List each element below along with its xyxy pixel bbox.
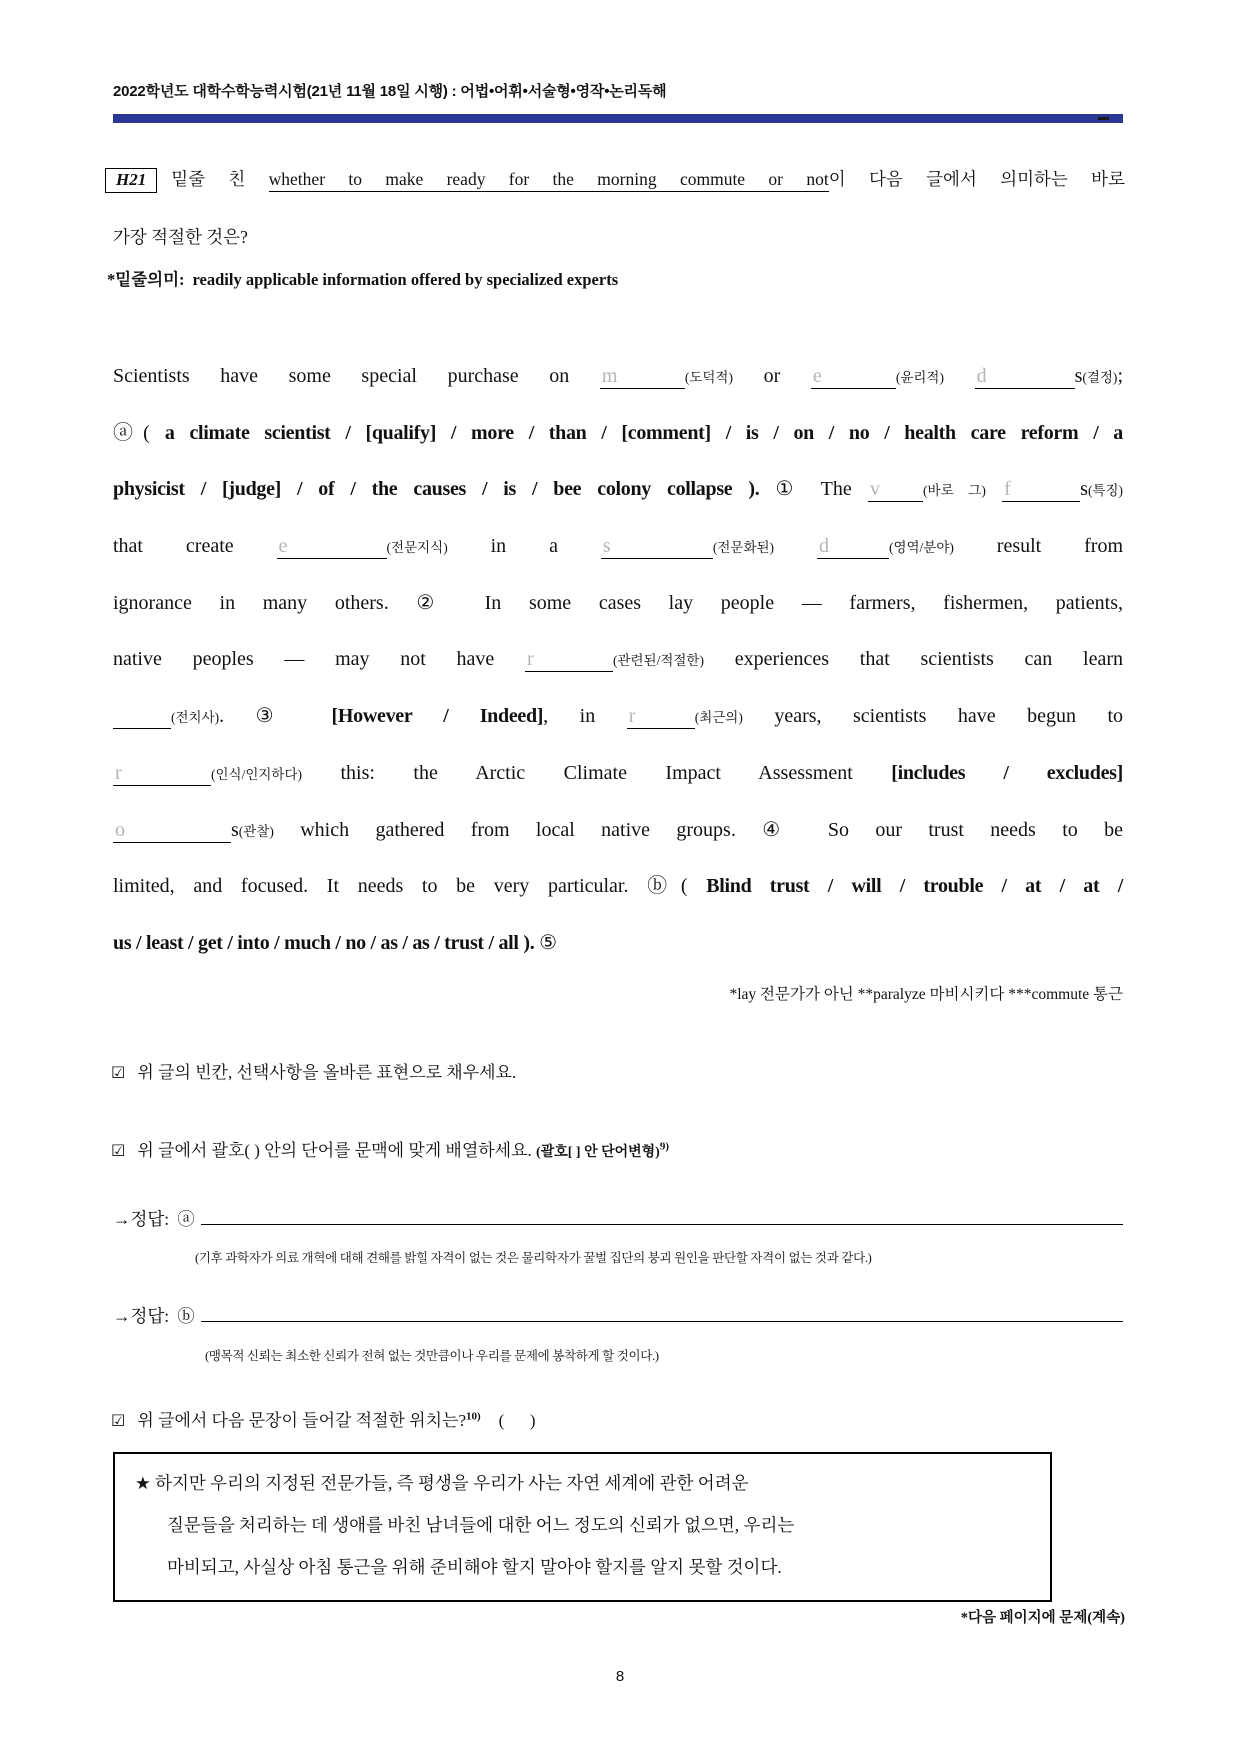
- text-segment: [However / Indeed]: [331, 705, 544, 728]
- text-segment: ;: [1117, 365, 1123, 387]
- text-segment: [944, 365, 975, 387]
- answer-row-a: [113, 1205, 1123, 1231]
- korean-hint: (결정): [1082, 370, 1118, 385]
- passage-line: [113, 518, 1123, 575]
- korean-hint: (전문지식): [386, 540, 448, 556]
- fill-blank: d: [817, 535, 889, 559]
- text-segment: this: the Arctic Climate Impact Assessment: [302, 761, 892, 784]
- footnote-ref: 10): [466, 1410, 481, 1423]
- korean-hint: (관련된/적절한): [612, 653, 704, 669]
- answer-label: →정답:: [113, 1209, 170, 1230]
- fill-blank: f: [1002, 478, 1080, 502]
- passage-footnote: *lay 전문가가 아닌 **paralyze 마비시키다 ***commute 통근: [729, 986, 1123, 1003]
- fill-blank: d: [975, 365, 1075, 389]
- continuation-note: *다음 페이지에 문제(계속): [960, 1610, 1125, 1626]
- text-segment: which gathered from local native groups. ④ So our trust needs to be: [273, 818, 1123, 841]
- fill-blank: [113, 705, 171, 729]
- answer-label: →정답:: [113, 1306, 170, 1327]
- text-segment: limited, and focused. It needs to be very particular. ⓑ(: [113, 875, 707, 898]
- fill-blank: r: [525, 648, 613, 672]
- passage-line: [113, 745, 1123, 802]
- text-segment: ignorance in many others. ② In some cases lay people — farmers, fishermen, patients,: [113, 591, 1123, 614]
- note-label: *밑줄의미:: [107, 270, 185, 289]
- answer-marker: ⓑ: [177, 1306, 195, 1327]
- task-bold-note: (괄호[ ] 안 단어변형): [536, 1145, 660, 1160]
- text-segment: a climate scientist / [qualify] / more / than / [comment] / is / on / no / health care reform / a: [164, 421, 1123, 444]
- underline-meaning-note: [107, 266, 618, 290]
- fill-blank: o: [113, 819, 231, 843]
- fill-blank: e: [277, 535, 387, 559]
- korean-hint: (영역/분야): [888, 540, 954, 556]
- task-arrange-words: [111, 1136, 669, 1161]
- answer-explanation-b: (맹목적 신뢰는 최소한 신뢰가 전혀 없는 것만큼이나 우리를 문제에 봉착하게 할 것이다.): [205, 1349, 659, 1363]
- text-segment: s: [231, 818, 239, 841]
- text-segment: [includes / excludes]: [891, 761, 1123, 784]
- fill-blank: v: [868, 478, 923, 502]
- text-segment: in a: [447, 535, 601, 558]
- text-segment: , in: [543, 705, 627, 728]
- fill-blank: s: [601, 535, 713, 559]
- header-rule: [113, 114, 1123, 123]
- question-prompt-line2: 가장 적절한 것은?: [113, 227, 248, 247]
- task-fill-blanks: [111, 1058, 516, 1083]
- note-text: readily applicable information offered by specialized experts: [192, 270, 619, 289]
- answer-explanation-a: (기후 과학자가 의료 개혁에 대해 견해를 밝힐 자격이 없는 것은 물리학자가 꿀벌 집단의 붕괴 원인을 판단할 자격이 없는 것과 같다.): [195, 1251, 872, 1265]
- korean-hint: (인식/인지하다): [211, 766, 302, 782]
- answer-marker: ⓐ: [177, 1209, 195, 1230]
- question-id-box: H21: [105, 168, 157, 193]
- text-segment: . ③: [219, 705, 332, 728]
- task-text: 위 글에서 다음 문장이 들어갈 적절한 위치는?: [137, 1411, 466, 1430]
- text-segment: physicist / [judge] / of / the causes / is / bee colony collapse ).: [113, 478, 776, 501]
- text-segment: Blind trust / will / trouble / at / at /: [706, 875, 1123, 898]
- footnote-ref: 9): [659, 1140, 670, 1153]
- passage-line: [113, 348, 1123, 405]
- fill-blank: r: [627, 705, 695, 729]
- text-segment: native peoples — may not have: [113, 648, 525, 671]
- passage-line: [113, 858, 1123, 915]
- fill-blank: e: [811, 365, 896, 389]
- insert-sentence-line: 마비되고, 사실상 아침 통근을 위해 준비해야 할지 말아야 할지를 알지 못할 것이다.: [167, 1557, 782, 1577]
- text-segment: that create: [113, 535, 277, 558]
- korean-hint: (윤리적): [895, 370, 944, 385]
- text-segment: s: [1080, 478, 1088, 501]
- checkbox-icon: ☑: [111, 1413, 126, 1430]
- text-segment: ① The: [775, 478, 869, 501]
- text-segment: us / least / get / into / much / no / as / as / trust / all ).: [113, 931, 540, 954]
- task-text: 위 글의 빈칸, 선택사항을 올바른 표현으로 채우세요.: [137, 1063, 517, 1082]
- insert-position-question: [111, 1406, 536, 1431]
- text-segment: 밑줄 친: [171, 169, 269, 189]
- passage-line: [113, 631, 1123, 688]
- text-segment: Scientists have some special purchase on: [113, 365, 600, 387]
- task-text: 위 글에서 괄호( ) 안의 단어를 문맥에 맞게 배열하세요.: [137, 1141, 537, 1160]
- passage-line: [113, 688, 1123, 745]
- text-segment: result from: [953, 535, 1124, 558]
- passage-line: [113, 915, 1123, 972]
- question-prompt-line1: [105, 166, 1125, 193]
- text-segment: 이 다음 글에서 의미하는 바로: [828, 169, 1125, 189]
- exam-header-title: 2022학년도 대학수학능력시험(21년 11월 18일 시행) : 어법•어휘•서술형•영작•논리독해: [113, 83, 667, 100]
- insert-sentence-line: ★ 하지만 우리의 지정된 전문가들, 즉 평생을 우리가 사는 자연 세계에 관한 어려운: [135, 1473, 749, 1493]
- text-segment: [774, 535, 817, 557]
- passage-line: [113, 461, 1123, 518]
- question-prompt: [171, 169, 1125, 192]
- text-segment: ⓐ(: [113, 421, 165, 444]
- checkbox-icon: ☑: [111, 1065, 126, 1082]
- text-segment: or: [732, 365, 811, 387]
- text-segment: ⑤: [539, 931, 558, 954]
- korean-hint: (특징): [1087, 483, 1124, 499]
- korean-hint: (최근의): [694, 710, 743, 726]
- text-segment: s: [1074, 365, 1083, 387]
- answer-underline: [201, 1205, 1123, 1225]
- text-segment: years, scientists have begun to: [742, 705, 1124, 728]
- page-number: 8: [615, 1668, 625, 1685]
- answer-underline: [201, 1302, 1123, 1322]
- answer-slot: ( ): [498, 1411, 536, 1430]
- fill-blank: m: [600, 365, 685, 389]
- insert-sentence-box: [113, 1452, 1052, 1602]
- insert-sentence-line: 질문들을 처리하는 데 생애를 바친 남녀들에 대한 어느 정도의 신뢰가 없으면, 우리는: [167, 1515, 795, 1535]
- korean-hint: (전치사): [171, 710, 220, 726]
- korean-hint: (바로 그): [923, 483, 986, 499]
- korean-hint: (전문화된): [712, 540, 775, 556]
- korean-hint: (도덕적): [684, 370, 733, 385]
- underlined-phrase: whether to make ready for the morning commute or not: [269, 169, 829, 192]
- text-segment: experiences that scientists can learn: [703, 648, 1123, 671]
- passage-line: [113, 575, 1123, 632]
- fill-blank: r: [113, 762, 211, 786]
- text-segment: [986, 478, 1002, 500]
- checkbox-icon: ☑: [111, 1143, 126, 1160]
- answer-row-b: [113, 1302, 1123, 1328]
- passage: [113, 348, 1123, 972]
- passage-line: [113, 802, 1123, 859]
- header-rule-dash: [1098, 117, 1109, 120]
- korean-hint: (관찰): [238, 823, 274, 839]
- passage-line: [113, 405, 1123, 462]
